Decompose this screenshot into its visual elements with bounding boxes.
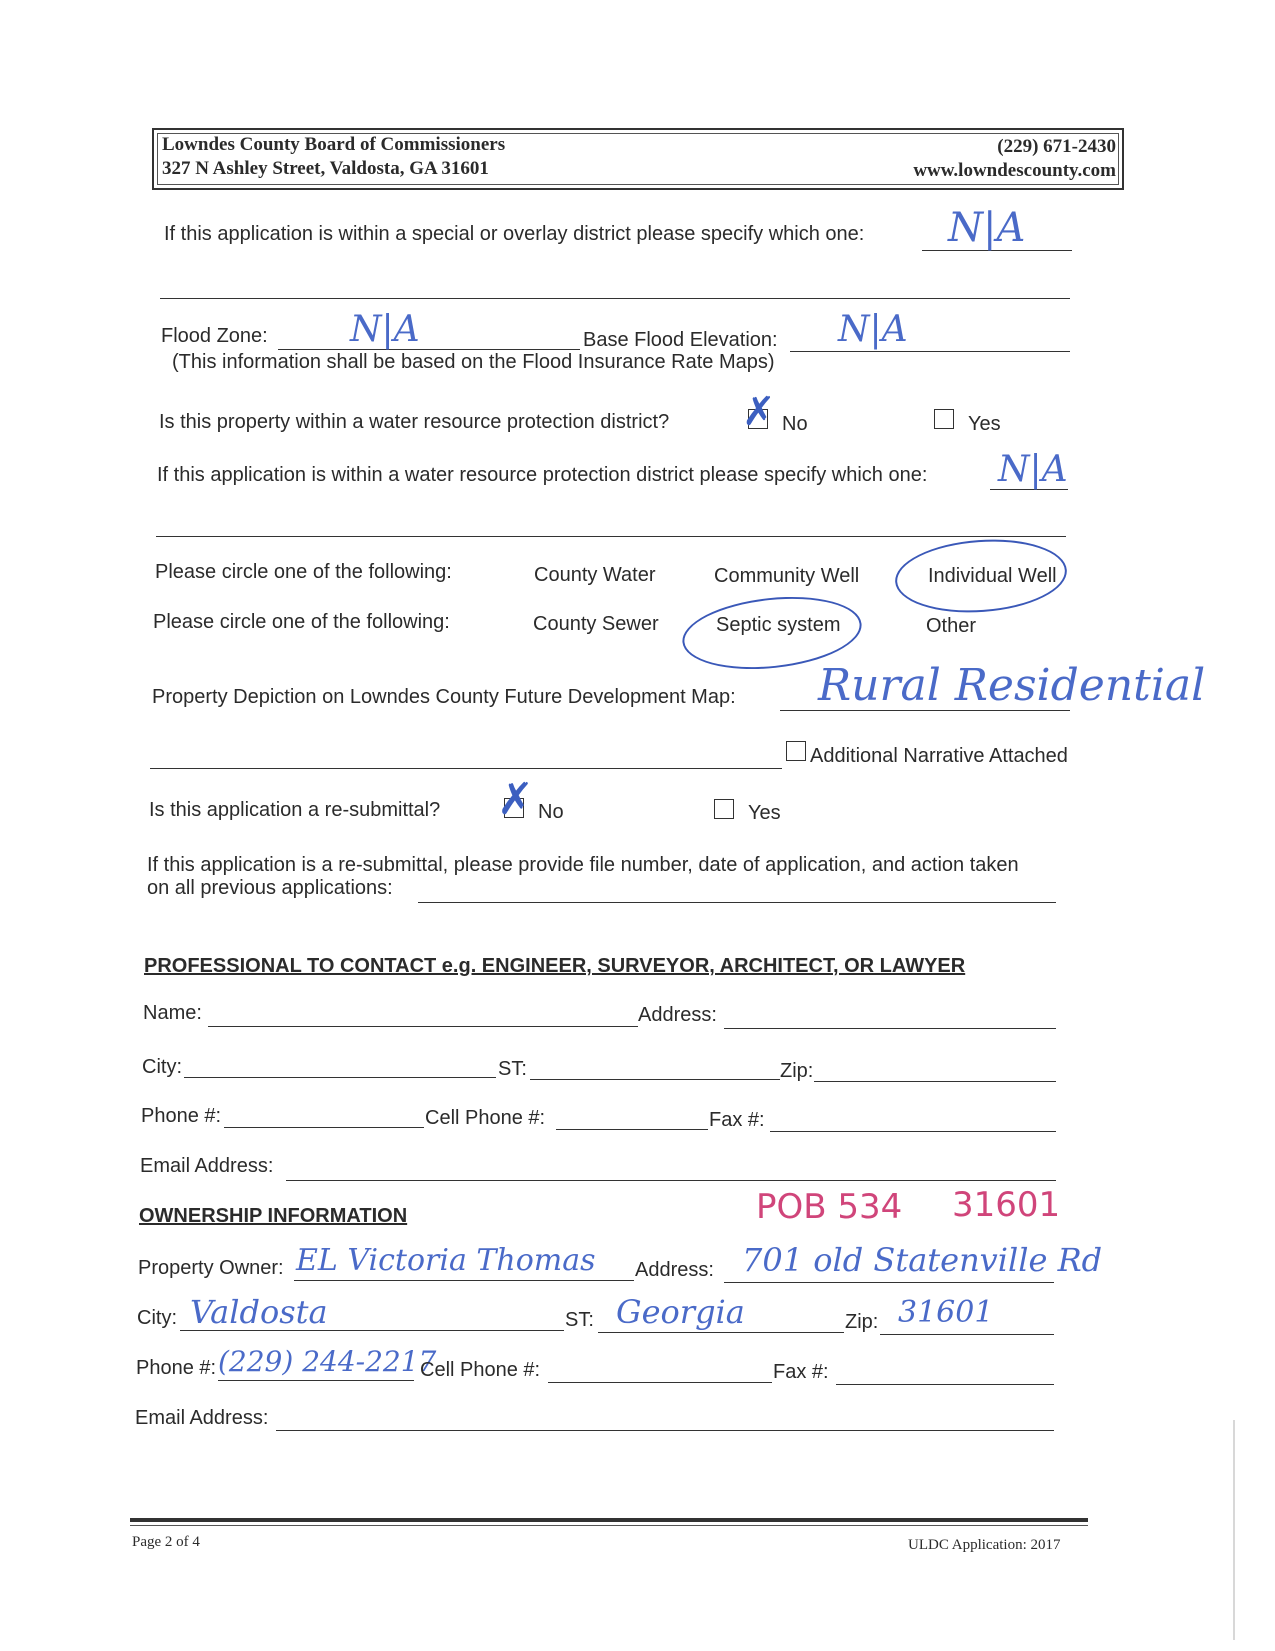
owner-zip-value: 31601 xyxy=(898,1295,994,1330)
owner-email-input[interactable] xyxy=(276,1430,1054,1431)
footer-rule-thick xyxy=(130,1518,1088,1522)
pro-city-label: City: xyxy=(142,1056,182,1078)
pro-fax-label: Fax #: xyxy=(709,1109,765,1131)
pob-zip: 31601 xyxy=(952,1185,1061,1225)
pro-email-input[interactable] xyxy=(286,1180,1056,1181)
owner-phone-input[interactable] xyxy=(218,1380,414,1381)
pro-cell-input[interactable] xyxy=(556,1129,708,1130)
owner-email-label: Email Address: xyxy=(135,1407,269,1429)
flood-zone-label: Flood Zone: xyxy=(161,325,268,347)
pro-name-label: Name: xyxy=(143,1002,202,1024)
owner-address-label: Address: xyxy=(635,1259,714,1281)
resubmittal-details-line2: on all previous applications: xyxy=(147,877,393,899)
overlay-label: If this application is within a special or overlay district please specify which one: xyxy=(164,223,865,245)
owner-fax-label: Fax #: xyxy=(773,1361,829,1383)
pro-cell-label: Cell Phone #: xyxy=(425,1107,546,1129)
flood-zone-value: N|A xyxy=(350,309,420,350)
owner-input[interactable] xyxy=(294,1280,634,1281)
form-id: ULDC Application: 2017 xyxy=(908,1537,1061,1553)
water-protection-question: Is this property within a water resource protection district? xyxy=(159,411,670,433)
pro-city-input[interactable] xyxy=(184,1077,496,1078)
pob-note: POB 534 xyxy=(756,1187,903,1227)
bfe-value: N|A xyxy=(838,309,908,350)
pro-address-input[interactable] xyxy=(724,1028,1056,1029)
owner-zip-label: Zip: xyxy=(845,1311,879,1333)
narrative-label: Additional Narrative Attached xyxy=(810,745,1068,767)
water-protection-yes-checkbox[interactable] xyxy=(934,409,954,429)
resubmittal-x-mark: ✗ xyxy=(497,774,534,825)
resubmittal-details-input[interactable] xyxy=(418,902,1056,903)
pro-email-label: Email Address: xyxy=(140,1155,274,1177)
resubmittal-no-label: No xyxy=(538,801,564,823)
resubmittal-details-line1: If this application is a re-submittal, please provide file number, date of application, and action taken xyxy=(147,854,1019,876)
circle-water-label: Please circle one of the following: xyxy=(155,561,452,583)
owner-address-input[interactable] xyxy=(724,1282,1054,1283)
owner-city-value: Valdosta xyxy=(190,1293,328,1331)
option-individual-well[interactable]: Individual Well xyxy=(928,565,1057,587)
water-specify-line-2[interactable] xyxy=(156,536,1066,537)
option-community-well[interactable]: Community Well xyxy=(714,565,860,587)
owner-address-value: 701 old Statenville Rd xyxy=(742,1241,1103,1279)
owner-st-label: ST: xyxy=(565,1309,594,1331)
scan-edge-mark xyxy=(1233,1420,1235,1640)
overlay-line-2[interactable] xyxy=(160,298,1070,299)
professional-heading: PROFESSIONAL TO CONTACT e.g. ENGINEER, SURVEYOR, ARCHITECT, OR LAWYER xyxy=(144,955,966,977)
resubmittal-yes-checkbox[interactable] xyxy=(714,799,734,819)
org-website: www.lowndescounty.com xyxy=(913,160,1116,181)
pro-zip-label: Zip: xyxy=(780,1060,814,1082)
resubmittal-yes-label: Yes xyxy=(748,802,781,824)
letterhead-box xyxy=(152,128,1124,190)
bfe-label: Base Flood Elevation: xyxy=(583,329,778,351)
pro-phone-label: Phone #: xyxy=(141,1105,222,1127)
owner-cell-input[interactable] xyxy=(548,1382,772,1383)
owner-fax-input[interactable] xyxy=(836,1384,1054,1385)
individual-well-circle xyxy=(893,534,1070,618)
owner-value: EL Victoria Thomas xyxy=(296,1243,596,1278)
org-phone: (229) 671-2430 xyxy=(997,136,1116,157)
footer-rule-thin xyxy=(130,1525,1088,1526)
owner-cell-label: Cell Phone #: xyxy=(420,1359,541,1381)
future-map-line-2[interactable] xyxy=(150,768,782,769)
option-septic-system[interactable]: Septic system xyxy=(716,614,841,636)
pro-address-label: Address: xyxy=(638,1004,717,1026)
pro-name-input[interactable] xyxy=(208,1026,638,1027)
org-address: 327 N Ashley Street, Valdosta, GA 31601 xyxy=(162,158,489,179)
water-specify-value: N|A xyxy=(998,449,1068,490)
owner-city-label: City: xyxy=(137,1307,177,1329)
option-county-sewer[interactable]: County Sewer xyxy=(533,613,659,635)
future-map-label: Property Depiction on Lowndes County Future Development Map: xyxy=(152,686,736,708)
flood-zone-input[interactable] xyxy=(278,349,580,350)
water-protection-no-label: No xyxy=(782,413,808,435)
pro-st-label: ST: xyxy=(498,1058,527,1080)
bfe-input[interactable] xyxy=(790,351,1070,352)
ownership-heading: OWNERSHIP INFORMATION xyxy=(139,1205,408,1227)
resubmittal-question: Is this application a re-submittal? xyxy=(149,799,441,821)
flood-note: (This information shall be based on the Flood Insurance Rate Maps) xyxy=(172,351,775,373)
water-protection-yes-label: Yes xyxy=(968,413,1001,435)
owner-zip-input[interactable] xyxy=(880,1334,1054,1335)
option-county-water[interactable]: County Water xyxy=(534,564,656,586)
circle-sewer-label: Please circle one of the following: xyxy=(153,611,450,633)
pro-zip-input[interactable] xyxy=(814,1081,1056,1082)
owner-st-value: Georgia xyxy=(616,1293,745,1331)
org-name: Lowndes County Board of Commissioners xyxy=(162,134,506,155)
owner-label: Property Owner: xyxy=(138,1257,284,1279)
narrative-checkbox[interactable] xyxy=(786,741,806,761)
option-other[interactable]: Other xyxy=(926,615,977,637)
owner-st-input[interactable] xyxy=(598,1332,844,1333)
page-number: Page 2 of 4 xyxy=(132,1534,200,1550)
water-protection-x-mark: ✗ xyxy=(742,389,776,435)
future-map-value: Rural Residential xyxy=(818,660,1206,711)
owner-phone-label: Phone #: xyxy=(136,1357,217,1379)
pro-fax-input[interactable] xyxy=(770,1131,1056,1132)
water-specify-label: If this application is within a water resource protection district please specify which one: xyxy=(157,464,928,486)
pro-st-input[interactable] xyxy=(530,1079,780,1080)
owner-phone-value: (229) 244-2217 xyxy=(218,1345,437,1378)
overlay-value: N|A xyxy=(948,205,1026,251)
pro-phone-input[interactable] xyxy=(224,1127,424,1128)
